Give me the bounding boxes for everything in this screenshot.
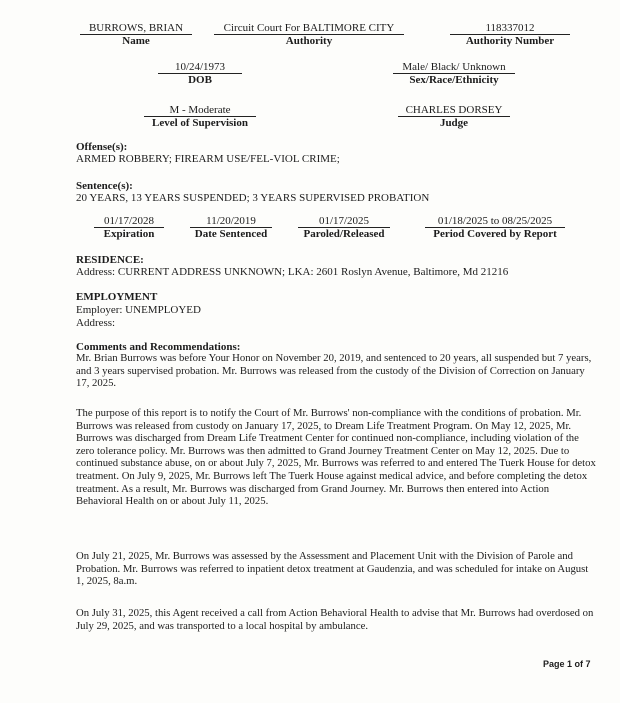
comment-paragraph-4: On July 31, 2025, this Agent received a call from Action Behavioral Health to advise that Mr. Burrows had overdosed on July 29, 2025, and was transported to a local hospital by ambulance. — [76, 607, 594, 632]
authority-number-label: Authority Number — [450, 34, 570, 47]
comment-paragraph-2: The purpose of this report is to notify the Court of Mr. Burrows' non-compliance with the conditions of probation. Mr. Burrows was released from custody on January 17, 2025, to Dream Life Treatment Program. On May 12, 2025, Mr. Burrows was discharged from Dream Life Treatment Center for continued non-compliance, including violation of the zero tolerance policy. Mr. Burrows was then admitted to Grand Journey Treatment Center on May 12, 2025. Due to continued substance abuse, on or about July 7, 2025, Mr. Burrows was referred to and entered The Tuerk House for detox treatment. On July 9, 2025, Mr. Burrows left The Tuerk House against medical advice, and before completing the detox treatment. As a result, Mr. Burrows was discharged from Grand Journey. Mr. Burrows then entered into Action Behavioral Health on or about July 11, 2025. — [76, 407, 596, 508]
employment-heading: EMPLOYMENT — [76, 291, 158, 303]
dob-field — [158, 61, 242, 86]
authority-value: Circuit Court For BALTIMORE CITY — [223, 22, 395, 34]
period-covered-label: Period Covered by Report — [425, 227, 565, 240]
comment-paragraph-1: Mr. Brian Burrows was before Your Honor on November 20, 2019, and sentenced to 20 years, all suspended but 7 years, and 3 years supervised probation. Mr. Burrows was released from the custody of the Division of Correction on January 17, 2025. — [76, 352, 592, 390]
supervision-label: Level of Supervision — [144, 116, 256, 129]
dob-label: DOB — [158, 73, 242, 86]
expiration-field — [94, 215, 164, 240]
name-field — [80, 22, 192, 47]
date-sentenced-value: 11/20/2019 — [206, 215, 256, 227]
residence-heading: RESIDENCE: — [76, 254, 144, 266]
sentence-heading: Sentence(s): — [76, 180, 133, 192]
residence-address: Address: CURRENT ADDRESS UNKNOWN; LKA: 2601 Roslyn Avenue, Baltimore, Md 21216 — [76, 266, 509, 278]
authority-field — [214, 22, 404, 47]
sex-race-value: Male/ Black/ Unknown — [402, 61, 506, 73]
authority-number-value: 118337012 — [485, 22, 535, 34]
period-covered-value: 01/18/2025 to 08/25/2025 — [437, 215, 553, 227]
offenses-text: ARMED ROBBERY; FIREARM USE/FEL-VIOL CRIME; — [76, 153, 340, 165]
sentence-text: 20 YEARS, 13 YEARS SUSPENDED; 3 YEARS SUPERVISED PROBATION — [76, 192, 430, 204]
comments-heading: Comments and Recommendations: — [76, 341, 241, 353]
judge-label: Judge — [398, 116, 510, 129]
employment-address: Address: — [76, 317, 116, 329]
paroled-released-label: Paroled/Released — [298, 227, 390, 240]
judge-field — [398, 104, 510, 129]
page-number: Page 1 of 7 — [543, 659, 591, 669]
supervision-value: M - Moderate — [169, 104, 231, 116]
name-label: Name — [80, 34, 192, 47]
name-value: BURROWS, BRIAN — [88, 22, 184, 34]
period-covered-field — [425, 215, 565, 240]
authority-label: Authority — [214, 34, 404, 47]
comment-paragraph-3: On July 21, 2025, Mr. Burrows was assessed by the Assessment and Placement Unit with the Division of Parole and Probation. Mr. Burrows was referred to inpatient detox treatment at Gaudenzia, and was scheduled for intake on August 1, 2025, 8a.m. — [76, 550, 589, 588]
judge-value: CHARLES DORSEY — [405, 104, 503, 116]
offenses-heading: Offense(s): — [76, 141, 128, 153]
sex-race-field — [393, 61, 515, 86]
date-sentenced-label: Date Sentenced — [190, 227, 272, 240]
employer: Employer: UNEMPLOYED — [76, 304, 201, 316]
date-sentenced-field — [190, 215, 272, 240]
dob-value: 10/24/1973 — [174, 61, 226, 73]
expiration-value: 01/17/2028 — [103, 215, 155, 227]
paroled-released-value: 01/17/2025 — [318, 215, 370, 227]
expiration-label: Expiration — [94, 227, 164, 240]
authority-number-field — [450, 22, 570, 47]
sex-race-label: Sex/Race/Ethnicity — [393, 73, 515, 86]
paroled-released-field — [298, 215, 390, 240]
supervision-field — [144, 104, 256, 129]
